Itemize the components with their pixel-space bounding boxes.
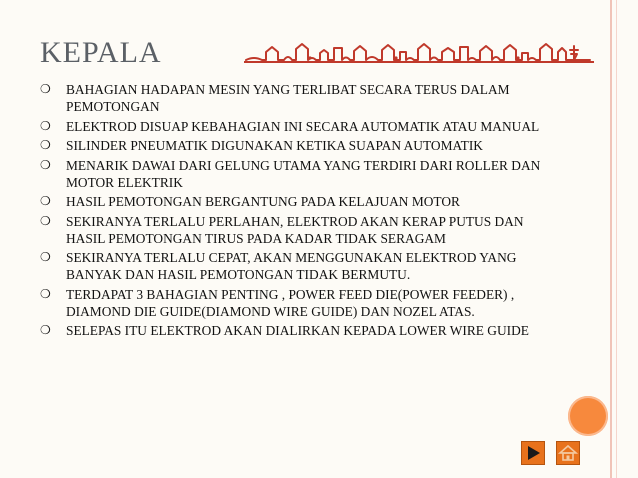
hollow-circle-bullet-icon: ❍ xyxy=(40,250,51,264)
hollow-circle-bullet-icon: ❍ xyxy=(40,118,51,133)
right-border-line xyxy=(610,0,612,478)
home-button[interactable] xyxy=(556,441,580,465)
list-item: ❍ TERDAPAT 3 BAHAGIAN PENTING , POWER FEED DIE(POWER FEEDER) , DIAMOND DIE GUIDE(DIAMOND WIRE GUIDE) DAN NOZEL ATAS. xyxy=(40,286,515,319)
play-arrow-icon xyxy=(522,442,544,464)
list-item: ❍ SEKIRANYA TERLALU PERLAHAN, ELEKTROD AKAN KERAP PUTUS DAN HASIL PEMOTONGAN TIRUS PADA KADAR TIDAK SERAGAM xyxy=(40,213,524,246)
list-item: ❍ SEKIRANYA TERLALU CEPAT, AKAN MENGGUNAKAN ELEKTROD YANG BANYAK DAN HASIL PEMOTONGAN TIDAK BERMUTU. xyxy=(40,250,517,282)
hollow-circle-bullet-icon: ❍ xyxy=(40,82,51,96)
hollow-circle-bullet-icon: ❍ xyxy=(40,286,51,301)
hollow-circle-bullet-icon: ❍ xyxy=(40,138,51,152)
list-item: ❍ HASIL PEMOTONGAN BERGANTUNG PADA KELAJUAN MOTOR xyxy=(40,194,460,209)
hollow-circle-bullet-icon: ❍ xyxy=(40,213,51,228)
bullet-list xyxy=(40,81,560,342)
list-item: ❍ SILINDER PNEUMATIK DIGUNAKAN KETIKA SUAPAN AUTOMATIK xyxy=(40,138,483,153)
orange-circle-decoration xyxy=(568,396,608,436)
list-item: ❍ ELEKTROD DISUAP KEBAHAGIAN INI SECARA AUTOMATIK ATAU MANUAL xyxy=(40,118,540,134)
list-item: ❍ BAHAGIAN HADAPAN MESIN YANG TERLIBAT SECARA TERUS DALAM PEMOTONGAN xyxy=(40,82,510,114)
house-skyline-ornament-icon xyxy=(244,40,596,68)
right-border-line-thin xyxy=(616,0,617,478)
next-slide-button[interactable] xyxy=(521,441,545,465)
hollow-circle-bullet-icon: ❍ xyxy=(40,194,51,208)
hollow-circle-bullet-icon: ❍ xyxy=(40,323,51,337)
home-icon xyxy=(557,442,579,464)
list-item: ❍ SELEPAS ITU ELEKTROD AKAN DIALIRKAN KEPADA LOWER WIRE GUIDE xyxy=(40,323,529,338)
slide-title: KEPALA xyxy=(40,36,162,69)
list-item: ❍ MENARIK DAWAI DARI GELUNG UTAMA YANG TERDIRI DARI ROLLER DAN MOTOR ELEKTRIK xyxy=(40,157,541,190)
hollow-circle-bullet-icon: ❍ xyxy=(40,157,51,172)
